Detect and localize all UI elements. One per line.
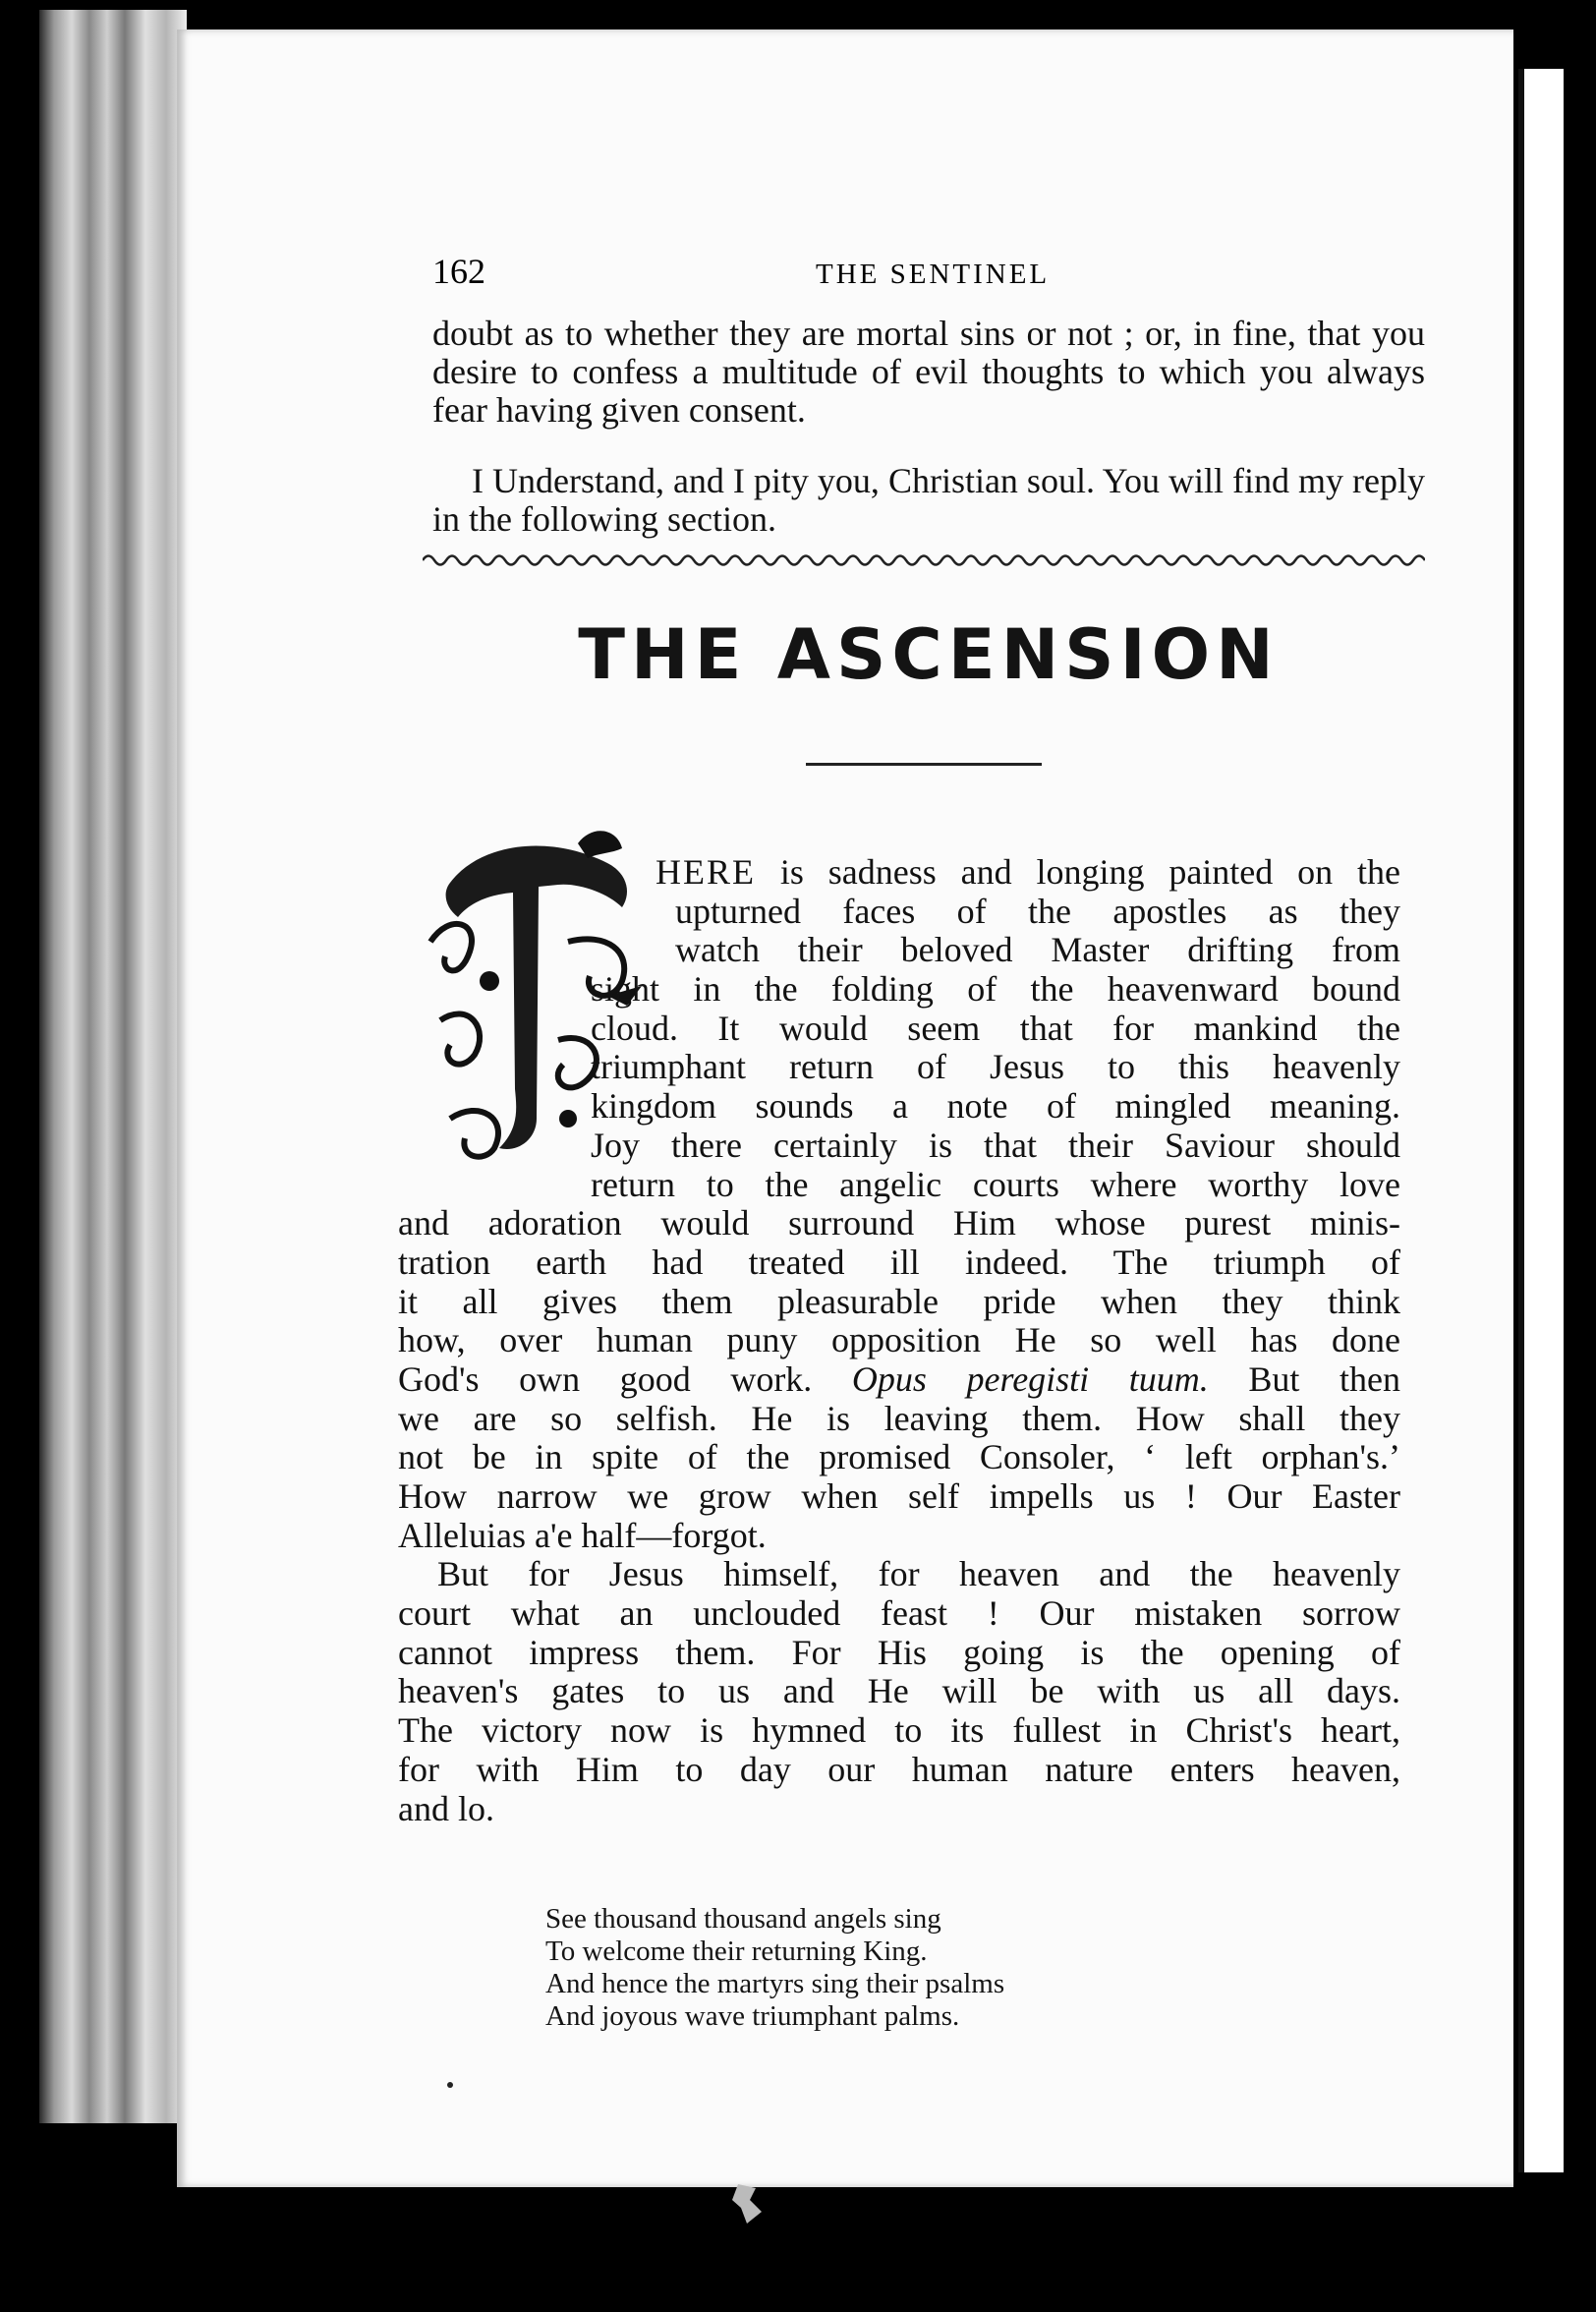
page-tear <box>732 2184 762 2224</box>
text-line: tration earth had treated ill indeed. The triumph of <box>398 1242 1400 1282</box>
text-line: watch their beloved Master drifting from <box>675 930 1400 970</box>
text-line: for with Him to day our human nature enters heaven, <box>398 1749 1400 1789</box>
text-line: and lo. <box>398 1788 494 1828</box>
title-rule <box>806 763 1042 766</box>
text-line: not be in spite of the promised Consoler, ‘ left orphan's.’ <box>398 1437 1400 1477</box>
article-title: THE ASCENSION <box>578 614 1280 695</box>
text-line: But for Jesus himself, for heaven and the heavenly <box>437 1554 1400 1594</box>
text-line: we are so selfish. He is leaving them. How shall they <box>398 1398 1400 1438</box>
verse-line: To welcome their returning King. <box>545 1936 928 1967</box>
facing-page-edge <box>1518 69 1564 2172</box>
text-line: cannot impress them. For His going is the opening of <box>398 1632 1400 1672</box>
article-body <box>398 853 1400 1828</box>
text-line: triumphant return of Jesus to this heavenly <box>591 1047 1400 1087</box>
page-header <box>432 251 1435 300</box>
ink-speck <box>447 2082 453 2088</box>
text-line: heaven's gates to us and He will be with us all days. <box>398 1671 1400 1711</box>
running-head: THE SENTINEL <box>816 259 1051 290</box>
text-line: Joy there certainly is that their Saviour should <box>591 1125 1400 1165</box>
text-line: and adoration would surround Him whose purest minis- <box>398 1203 1400 1243</box>
text-line: The victory now is hymned to its fullest in Christ's heart, <box>398 1710 1400 1751</box>
text-line: court what an unclouded feast ! Our mistaken sorrow <box>398 1593 1400 1634</box>
verse-block <box>545 1903 1004 2033</box>
text-line: sight in the folding of the heavenward bound <box>591 969 1400 1010</box>
verse-line: See thousand thousand angels sing <box>545 1903 941 1935</box>
text-line: cloud. It would seem that for mankind the <box>591 1008 1400 1048</box>
text-line: return to the angelic courts where worthy love <box>591 1164 1400 1204</box>
text-line: upturned faces of the apostles as they <box>675 891 1400 931</box>
book-page-edges <box>39 10 187 2123</box>
verse-line: And hence the martyrs sing their psalms <box>545 1968 1005 1999</box>
text-line: it all gives them pleasurable pride when they think <box>398 1281 1400 1321</box>
text-line: HERE is sadness and longing painted on the <box>656 852 1400 892</box>
text-line: How narrow we grow when self impells us ! Our Easter <box>398 1476 1400 1516</box>
wavy-divider <box>423 546 1425 575</box>
text-line: kingdom sounds a note of mingled meaning. <box>591 1086 1400 1127</box>
verse-line: And joyous wave triumphant palms. <box>545 2000 960 2032</box>
text-line: God's own good work. Opus peregisti tuum. But then <box>398 1358 1401 1399</box>
page-number: 162 <box>432 252 485 291</box>
continuation-paragraph-1: doubt as to whether they are mortal sins or not ; or, in fine, that you desire to confess a multitude of evil thoughts to which you always fear having given consent. <box>432 314 1425 430</box>
text-line: Alleluias a'e half—forgot. <box>398 1515 767 1555</box>
continuation-paragraph-2: I Understand, and I pity you, Christian soul. You will find my reply in the following section. <box>432 461 1425 539</box>
text-line: how, over human puny opposition He so well has done <box>398 1320 1400 1360</box>
